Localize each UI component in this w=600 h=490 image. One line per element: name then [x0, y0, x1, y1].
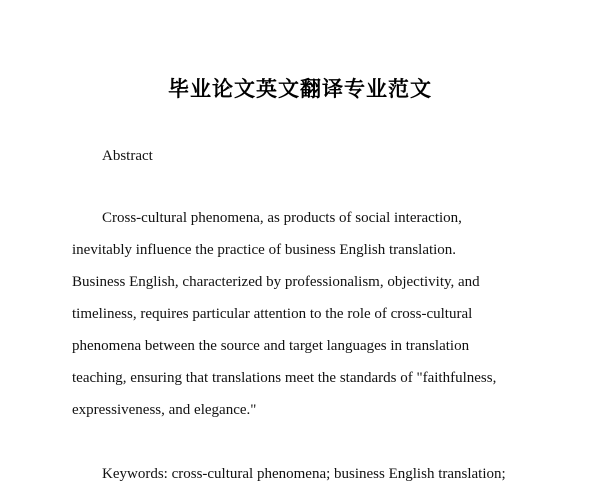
- abstract-line: teaching, ensuring that translations meet the standards of "faithfulness,: [72, 370, 497, 386]
- abstract-heading: Abstract: [102, 148, 153, 164]
- abstract-line: Cross-cultural phenomena, as products of social interaction,: [102, 210, 462, 226]
- abstract-line: expressiveness, and elegance.": [72, 402, 257, 418]
- abstract-paragraph: [72, 202, 542, 426]
- keywords-line: Keywords: cross-cultural phenomena; business English translation;: [102, 466, 506, 482]
- abstract-line: phenomena between the source and target languages in translation: [72, 338, 470, 354]
- abstract-line: Business English, characterized by professionalism, objectivity, and: [72, 274, 480, 290]
- document-title: 毕业论文英文翻译专业范文: [168, 77, 432, 101]
- keywords-paragraph: [72, 458, 542, 490]
- abstract-line: inevitably influence the practice of business English translation.: [72, 242, 457, 258]
- abstract-line: timeliness, requires particular attention to the role of cross-cultural: [72, 306, 473, 322]
